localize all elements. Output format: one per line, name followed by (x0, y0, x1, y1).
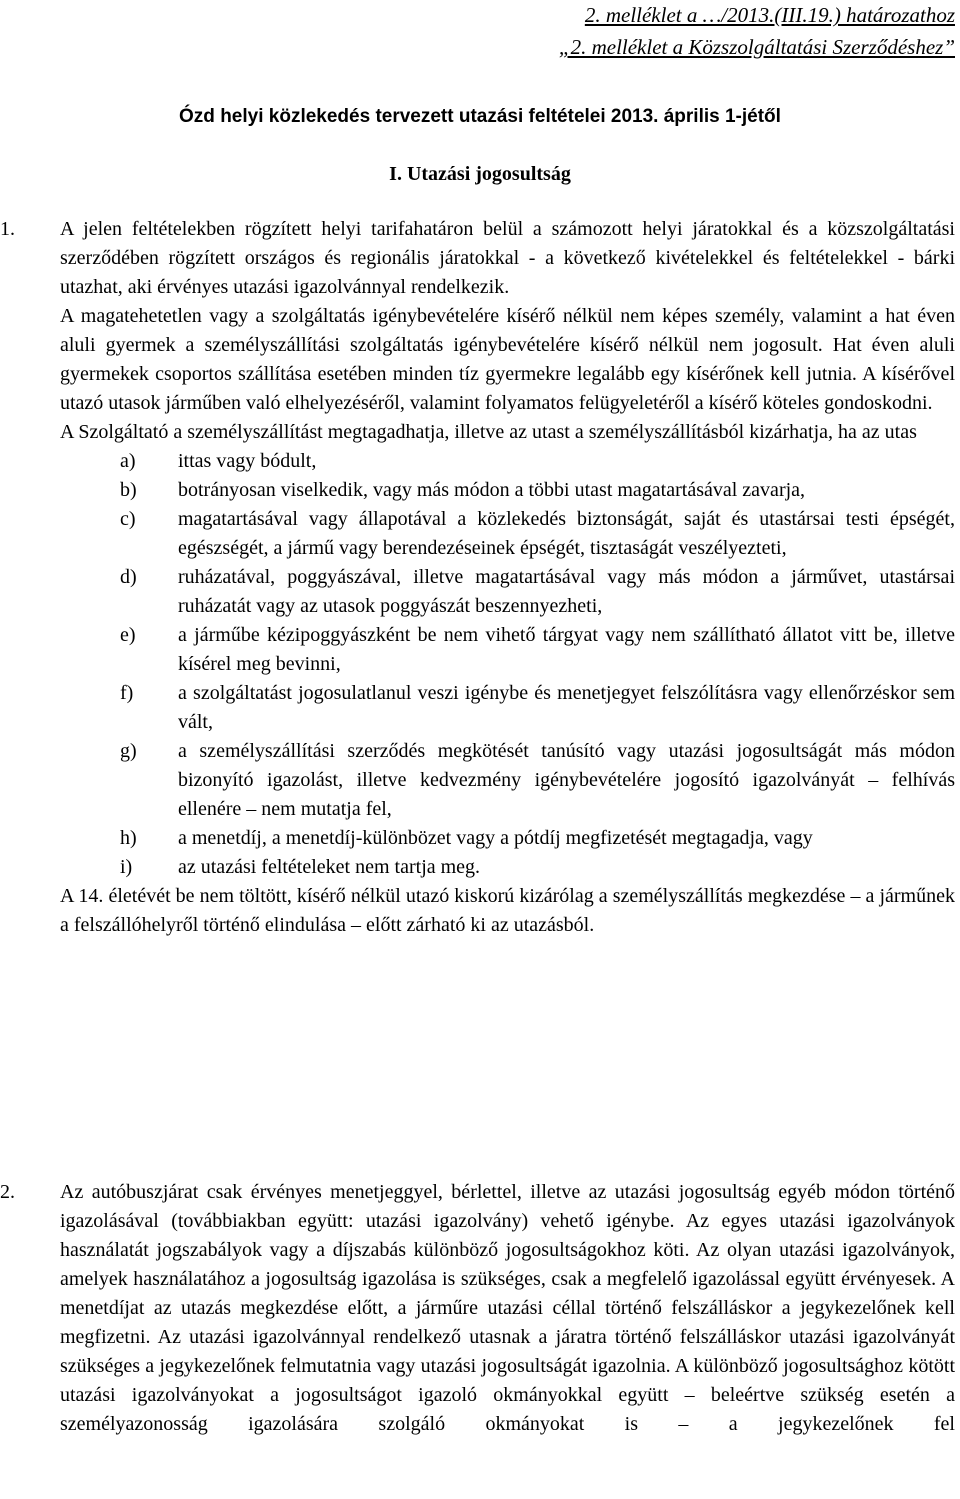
list-item (60, 824, 955, 853)
numbered-item-1 (0, 215, 955, 940)
list-text: a személyszállítási szerződés megkötését tanúsító vagy utazási jogosultságát más módon bizonyító igazolást, illetve kedvezmény igénybevételére jogosító igazolványát – felhívás ellenére – nem mutatja fel, (178, 740, 955, 820)
list-letter: a) (120, 450, 136, 472)
paragraph: A Szolgáltató a személyszállítást megtagadhatja, illetve az utast a személyszállításból kizárhatja, ha az utas (60, 421, 917, 443)
list-letter: g) (120, 740, 137, 762)
list-item (60, 679, 955, 737)
item-number: 1. (0, 218, 15, 240)
paragraph: A 14. életévét be nem töltött, kísérő nélkül utazó kiskorú kizárólag a személyszállítás megkezdése – a járműnek a felszállóhelyről történő elindulása – előtt zárható ki az utazásból. (60, 885, 955, 936)
list-item (60, 737, 955, 824)
document-title: Ózd helyi közlekedés tervezett utazási feltételei 2013. április 1-jétől (179, 106, 781, 127)
list-text: magatartásával vagy állapotával a közlekedés biztonságát, saját és utastársai testi épségét, egészségét, a jármű vagy berendezéseinek épségét, tisztaságát veszélyezteti, (178, 508, 955, 559)
list-letter: d) (120, 566, 137, 588)
list-letter: b) (120, 479, 137, 501)
paragraph: A jelen feltételekben rögzített helyi tarifahatáron belül a számozott helyi járatokkal és a közszolgáltatási szerződében rögzített országos és regionális járatokkal - a következő kivételekkel és feltételekkel - bárki utazhat, aki érvényes utazási igazolvánnyal rendelkezik. (60, 218, 955, 298)
list-text: a járműbe kézipoggyászként be nem vihető tárgyat vagy nem szállítható állatot vitt be, illetve kísérel meg bevinni, (178, 624, 955, 675)
list-text: a menetdíj, a menetdíj-különbözet vagy a pótdíj megfizetését megtagadja, vagy (178, 827, 813, 849)
list-letter: e) (120, 624, 136, 646)
list-item (60, 563, 955, 621)
section-heading: I. Utazási jogosultság (389, 163, 571, 185)
list-text: ittas vagy bódult, (178, 450, 317, 472)
list-item (60, 621, 955, 679)
list-item (60, 447, 955, 476)
item-number: 2. (0, 1181, 15, 1203)
list-letter: c) (120, 508, 136, 530)
list-letter: h) (120, 827, 137, 849)
annex-header-line-2: „2. melléklet a Közszolgáltatási Szerződéshez” (558, 35, 955, 59)
list-letter: i) (120, 856, 133, 878)
list-text: botrányosan viselkedik, vagy más módon a többi utast magatartásával zavarja, (178, 479, 806, 501)
list-item (60, 505, 955, 563)
paragraph: Az autóbuszjárat csak érvényes menetjeggyel, bérlettel, illetve az utazási jogosultság egyéb módon történő igazolásával (továbbiakban együtt: utazási igazolvány) vehető igénybe. Az egyes utazási igazolványok használatát jogszabályok vagy a díjszabás különböző jogosultságokhoz köti. Az olyan utazási igazolványok, amelyek használatához a jogosultság igazolása is szükséges, csak a megfelelő igazolással együtt érvényesek. A menetdíjat az utazás megkezdése előtt, a járműre utazási céllal történő felszálláskor a jegykezelőnek kell megfizetni. Az utazási igazolvánnyal rendelkező utasnak a járatra történő felszálláskor utazási igazolványát szükséges a jegykezelőnek felmutatnia vagy utazási jogosultságát igazolnia. A különböző jogosultsághoz kötött utazási igazolványokat a jogosultságot igazoló okmányokkal együtt – beleértve szükség esetén a személyazonosság igazolására szolgáló okmányokat is – a jegykezelőnek fel (60, 1181, 955, 1435)
annex-header-line-1: 2. melléklet a …/2013.(III.19.) határozathoz (584, 3, 955, 27)
list-item (60, 853, 955, 882)
paragraph: A magatehetetlen vagy a szolgáltatás igénybevételére kísérő nélkül nem képes személy, valamint a hat éven aluli gyermek a személyszállítási szolgáltatás igénybevételére kísérő nélkül nem jogosult. Hat éven aluli gyermekek csoportos szállítása esetében minden tíz gyermekre legalább egy kísérőnek kell jutnia. A kísérővel utazó utasok járműben való elhelyezéséről, valamint folyamatos felügyeletéről a kísérő köteles gondoskodni. (60, 305, 955, 414)
list-text: az utazási feltételeket nem tartja meg. (178, 856, 481, 878)
numbered-item-2 (0, 1178, 955, 1439)
list-text: a szolgáltatást jogosulatlanul veszi igénybe és menetjegyet felszólításra vagy ellenőrzéskor sem vált, (178, 682, 955, 733)
list-item (60, 476, 955, 505)
lettered-list (60, 447, 955, 882)
list-letter: f) (120, 682, 134, 704)
list-text: ruházatával, poggyászával, illetve magatartásával vagy más módon a járművet, utastársai ruházatát vagy az utasok poggyászát beszennyezheti, (178, 566, 955, 617)
